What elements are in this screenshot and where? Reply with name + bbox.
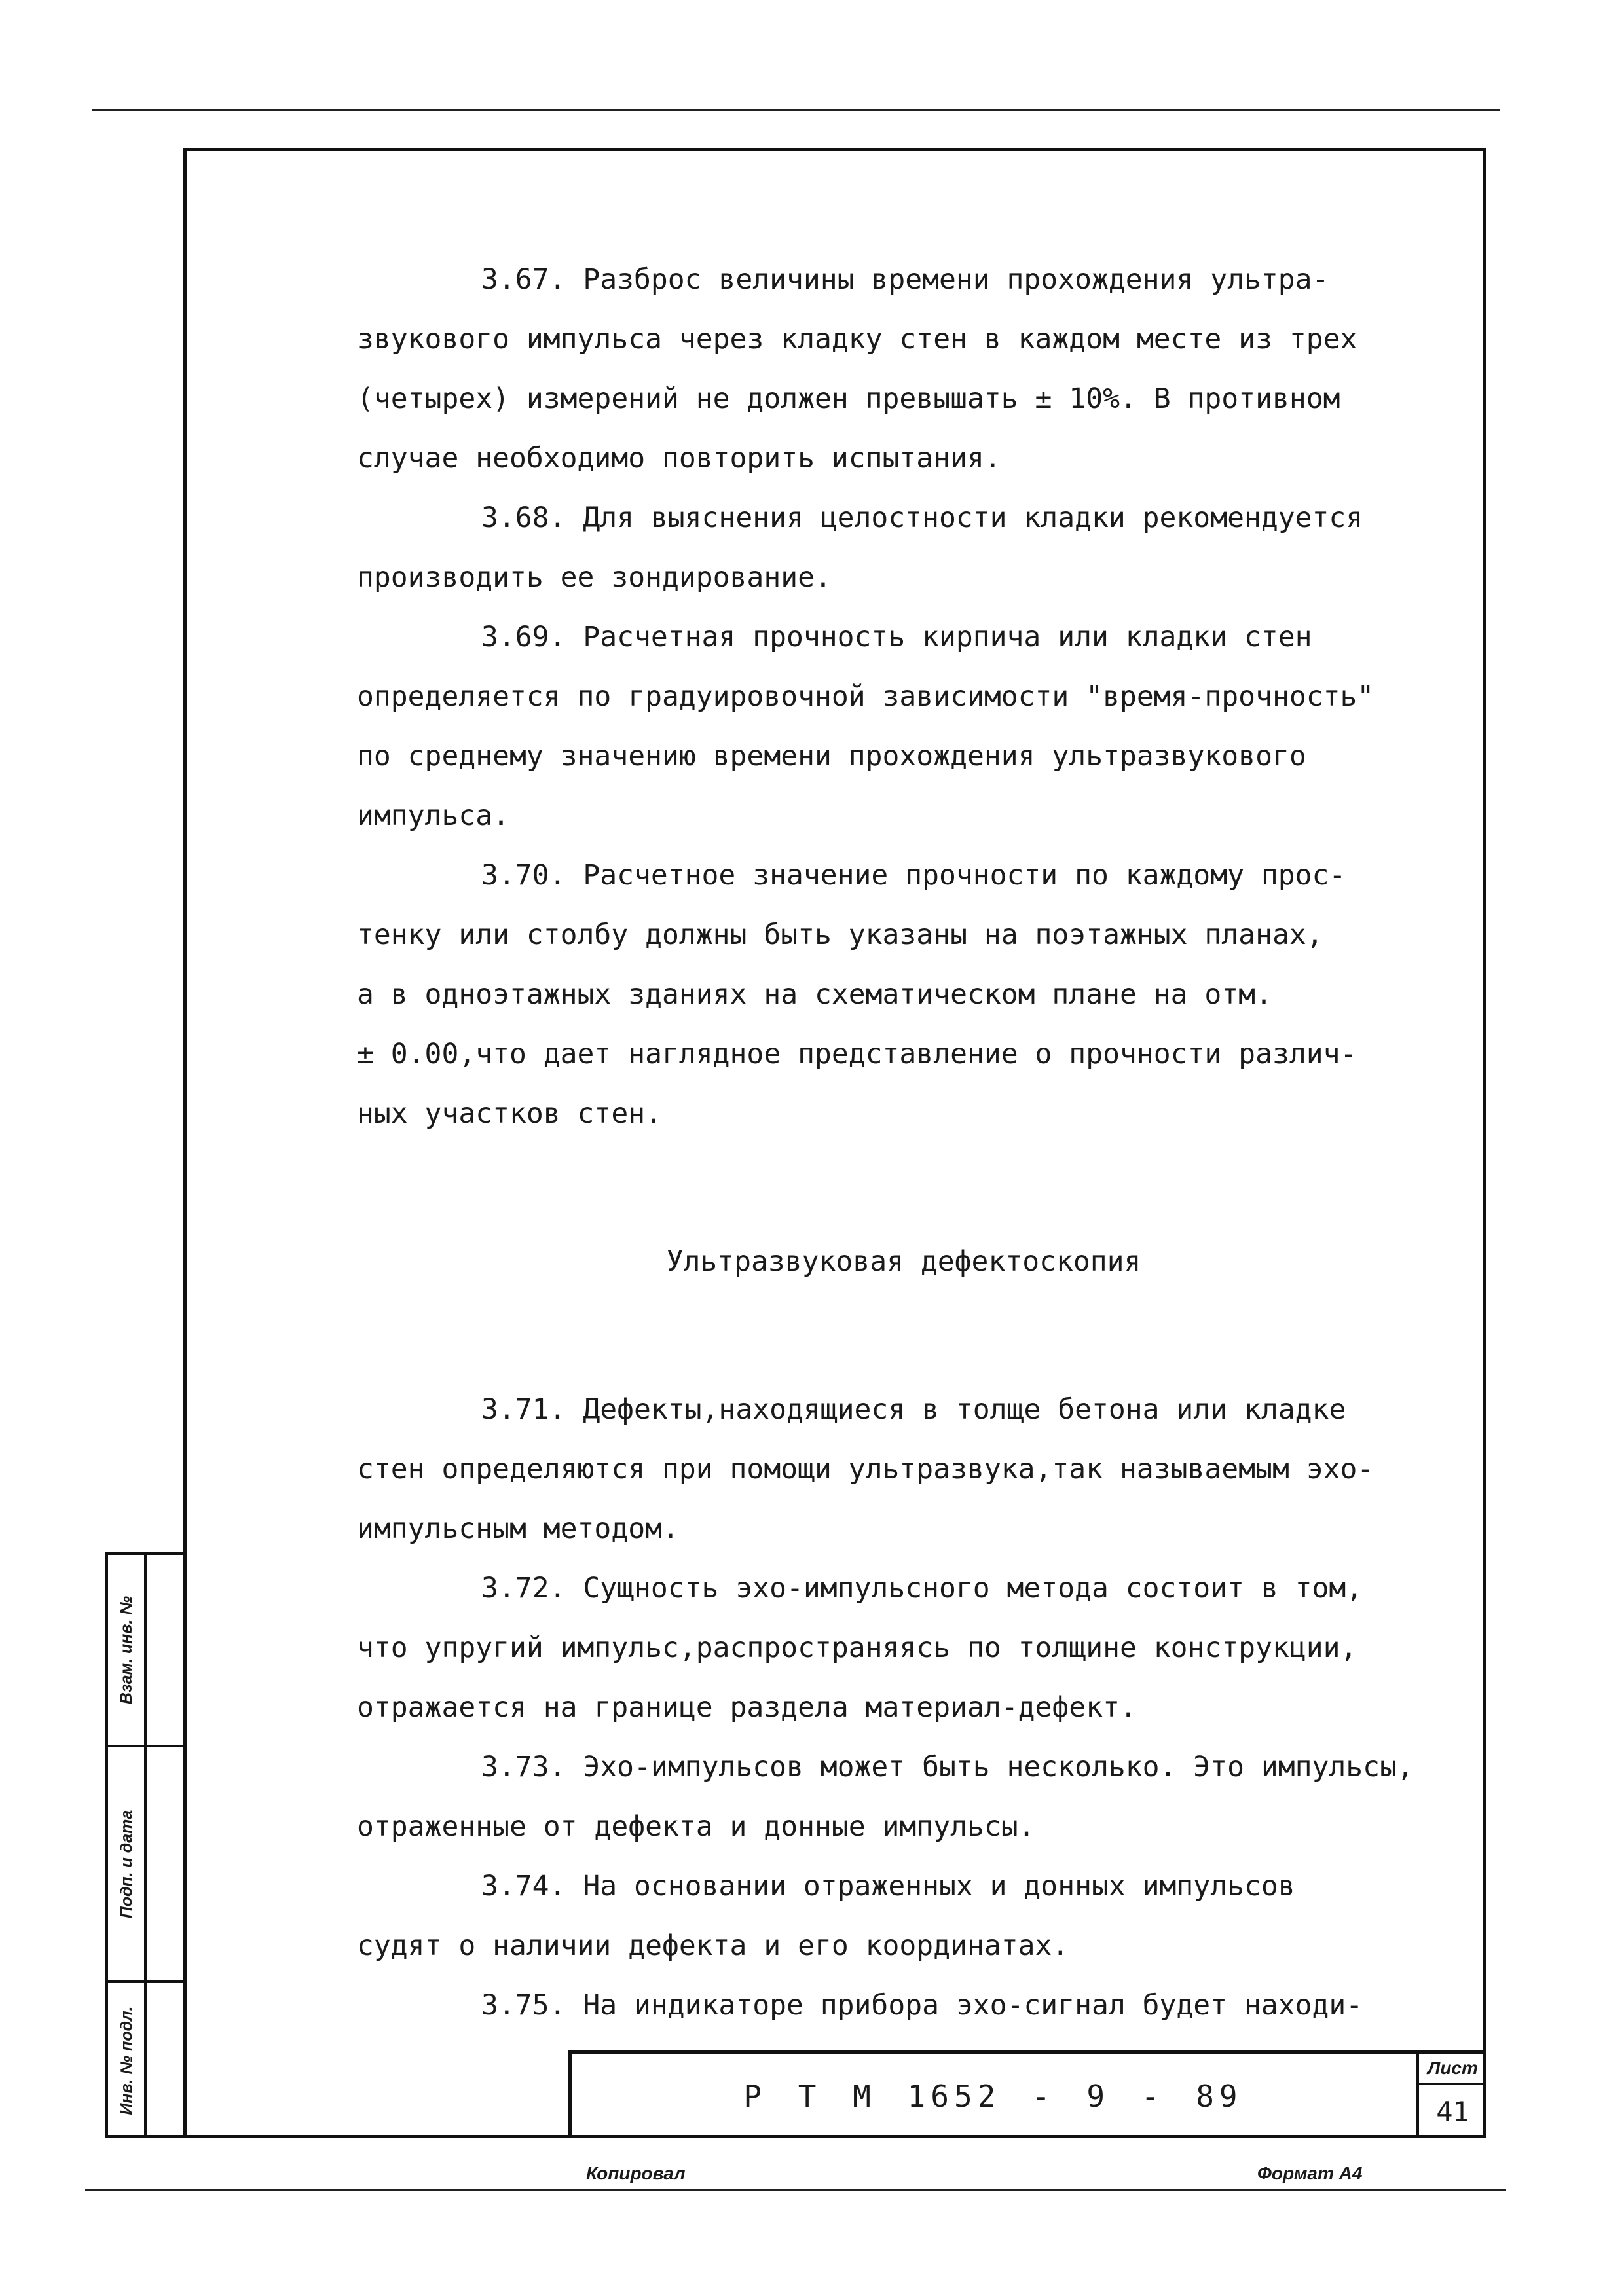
text-line: звукового импульса через кладку стен в каждом месте из трех [357, 323, 1357, 355]
text-line: тенку или столбу должны быть указаны на поэтажных планах, [357, 919, 1323, 951]
text-line: производить ее зондирование. [357, 561, 832, 594]
text-line: судят о наличии дефекта и его координатах. [357, 1929, 1069, 1962]
original-inventory-label: Инв. № подл. [117, 2005, 136, 2115]
signature-date-label: Подп. и дата [117, 1810, 136, 1918]
title-block [568, 2050, 1486, 2138]
paragraph [357, 1976, 1450, 2035]
text-line: импульса. [357, 799, 509, 832]
text-line: что упругий импульс,распространяясь по толщине конструкции, [357, 1631, 1357, 1664]
text-line: определяется по градуировочной зависимости "время-прочность" [357, 680, 1375, 713]
text-line: 3.67. Разброс величины времени прохождения ультра- [481, 263, 1329, 296]
text-line: 3.75. На индикаторе прибора эхо-сигнал будет находи- [481, 1989, 1363, 2022]
paragraph [357, 1380, 1450, 1559]
paragraph [357, 488, 1450, 608]
footer-format: Формат А4 [1257, 2163, 1363, 2183]
text-line: 3.73. Эхо-импульсов может быть несколько. Это импульсы, [481, 1751, 1414, 1783]
text-line: случае необходимо повторить испытания. [357, 442, 1001, 475]
paragraph [357, 250, 1450, 488]
text-line: отражается на границе раздела материал-дефект. [357, 1691, 1137, 1724]
text-line: 3.74. На основании отраженных и донных импульсов [481, 1870, 1295, 1903]
text-line: 3.71. Дефекты,находящиеся в толще бетона или кладке [481, 1393, 1346, 1426]
text-line: 3.72. Сущность эхо-импульсного метода состоит в том, [481, 1572, 1363, 1605]
text-line: ных участков стен. [357, 1097, 662, 1130]
text-line: 3.70. Расчетное значение прочности по каждому прос- [481, 859, 1346, 892]
side-stamp [105, 1552, 183, 2138]
sheet-label: Лист [1419, 2054, 1486, 2085]
paragraph [357, 608, 1450, 846]
document-body [357, 250, 1450, 2035]
replacement-inventory-label: Взам. инв. № [117, 1595, 136, 1704]
section-heading: Ультразвуковая дефектоскопия [666, 1245, 1141, 1278]
text-line: 3.69. Расчетная прочность кирпича или кладки стен [481, 621, 1312, 653]
paragraphs-top [357, 250, 1450, 1144]
paragraph [357, 1738, 1450, 1857]
text-line: 3.68. Для выяснения целостности кладки рекомендуется [481, 501, 1363, 534]
sheet-column [1416, 2054, 1486, 2138]
paragraph [357, 846, 1450, 1144]
footer-copied-by: Копировал [586, 2163, 686, 2183]
text-line: ± 0.00,что дает наглядное представление о прочности различ- [357, 1038, 1357, 1070]
bottom-rule [85, 2189, 1506, 2191]
text-line: а в одноэтажных зданиях на схематическом плане на отм. [357, 978, 1272, 1011]
sheet-number: 41 [1436, 2096, 1469, 2128]
text-line: отраженные от дефекта и донные импульсы. [357, 1810, 1035, 1843]
text-line: стен определяются при помощи ультразвука,так называемым эхо- [357, 1453, 1375, 1485]
text-line: (четырех) измерений не должен превышать ± 10%. В противном [357, 382, 1340, 415]
top-rule [92, 109, 1500, 111]
text-line: импульсным методом. [357, 1512, 679, 1545]
text-line: по среднему значению времени прохождения ультразвукового [357, 740, 1306, 773]
paragraph [357, 1857, 1450, 1976]
side-stamp-divider [144, 1555, 147, 2135]
document-code: Р Т М 1652 - 9 - 89 [743, 2078, 1243, 2114]
paragraph [357, 1559, 1450, 1738]
paragraphs-bottom [357, 1380, 1450, 2035]
